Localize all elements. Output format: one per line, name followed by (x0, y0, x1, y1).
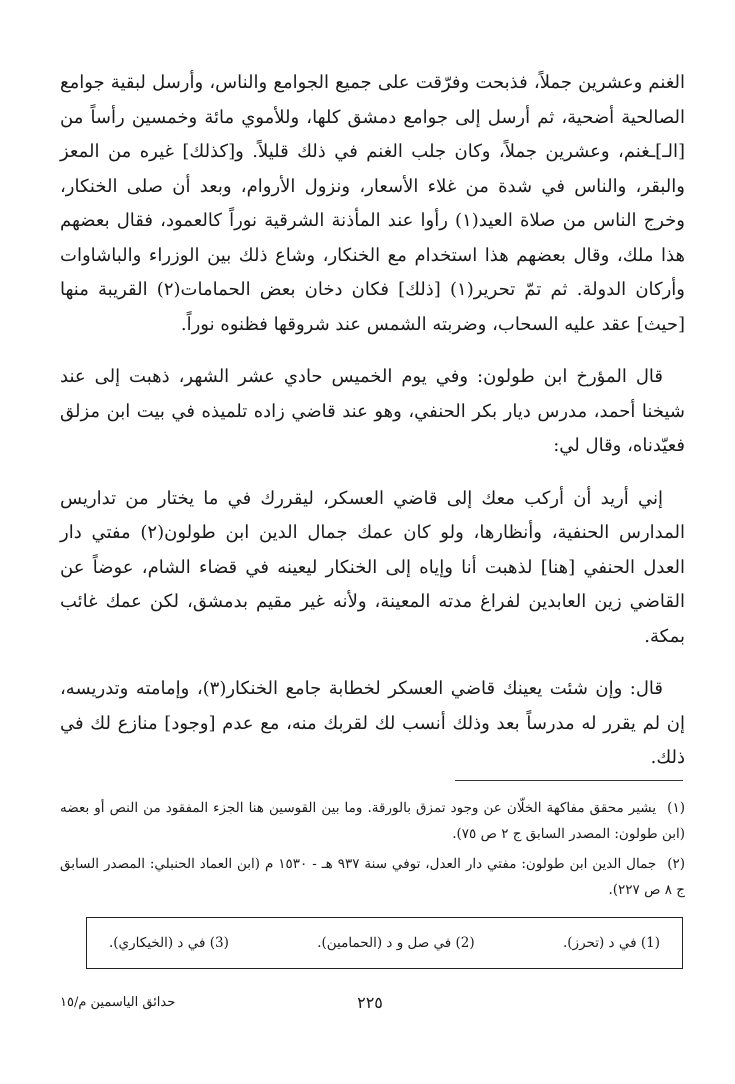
footnote-2-text: جمال الدين ابن طولون: مفتي دار العدل، توفي سنة ٩٣٧ هـ - ١٥٣٠ م (ابن العماد الحنبلي: المصدر السابق ج ٨ ص ٢٢٧). (60, 856, 685, 898)
page-number: ٢٢٥ (357, 993, 383, 1012)
footnote-2-number: (٢) (667, 856, 686, 872)
signature-mark: حدائق الياسمين م/١٥ (60, 995, 176, 1010)
footnote-1-number: (١) (667, 800, 685, 816)
footnotes (60, 795, 685, 907)
paragraph-2: قال المؤرخ ابن طولون: وفي يوم الخميس حادي عشر الشهر، ذهبت إلى عند شيخنا أحمد، مدرس ديار بكر الحنفي، وهو عند قاضي زاده تلميذه في بيت ابن مزلق فعيّدناه، وقال لي: (60, 366, 685, 456)
footnote-2 (60, 851, 685, 903)
variant-note-2: (2) في صل و د (الحمامين). (317, 935, 475, 951)
footnote-divider (455, 780, 683, 781)
paragraph-3: إني أريد أن أركب معك إلى قاضي العسكر، ليقررك في ما يختار من تداريس المدارس الحنفية، وأنظارها، ولو كان عمك جمال الدين ابن طولون(٢) مفتي دار العدل الحنفي [هنا] لذهبت أنا وإياه إلى الخنكار ليعينه في قضاء الشام، عوضاً عن القاضي زين العابدين لفراغ مدته المعينة، ولأنه غير مقيم بدمشق، لكن عمك غائب بمكة. (60, 487, 685, 647)
main-text (60, 66, 685, 776)
paragraph-4: قال: وإن شئت يعينك قاضي العسكر لخطابة جامع الخنكار(٣)، وإمامته وتدريسه، إن لم يقرر له مدرساً بعد وذلك أنسب لك لقربك منه، مع عدم [وجود] منازع لك في ذلك. (60, 678, 685, 768)
footnote-1 (60, 795, 685, 847)
footnote-1-text: يشير محقق مفاكهة الخلّان عن وجود تمزق بالورقة. وما بين القوسين هنا الجزء المفقود من النص أو بعضه (ابن طولون: المصدر السابق ج ٢ ص ٧٥). (60, 800, 685, 842)
variant-note-3: (3) في د (الخيكاري). (109, 935, 229, 951)
variant-note-1: (1) في د (تحرز). (563, 935, 660, 951)
manuscript-variants-box (86, 917, 683, 969)
paragraph-1: الغنم وعشرين جملاً، فذبحت وفرّقت على جميع الجوامع والناس، وأرسل لبقية جوامع الصالحية أضحية، ثم أرسل إلى جوامع دمشق كلها، وللأموي مائة وخمسين رأساً من [الـ]ـغنم، وعشرين جملاً، وكان جلب الغنم في ذلك قليلاً. و[كذلك] غيره من المعز والبقر، والناس في شدة من غلاء الأسعار، ونزول الأروام، وبعد أن صلى الخنكار، وخرج الناس من صلاة العيد(١) رأوا عند المأذنة الشرقية نوراً كالعمود، فقال بعضهم هذا ملك، وقال بعضهم هذا استخدام مع الخنكار، وشاع ذلك بين الوزراء والباشاوات وأركان الدولة. ثم تمّ تحرير(١) [ذلك] فكان دخان بعض الحمامات(٢) القريبة منها [حيث] عقد عليه السحاب، وضربته الشمس عند شروقها فظنوه نوراً. (60, 72, 686, 335)
